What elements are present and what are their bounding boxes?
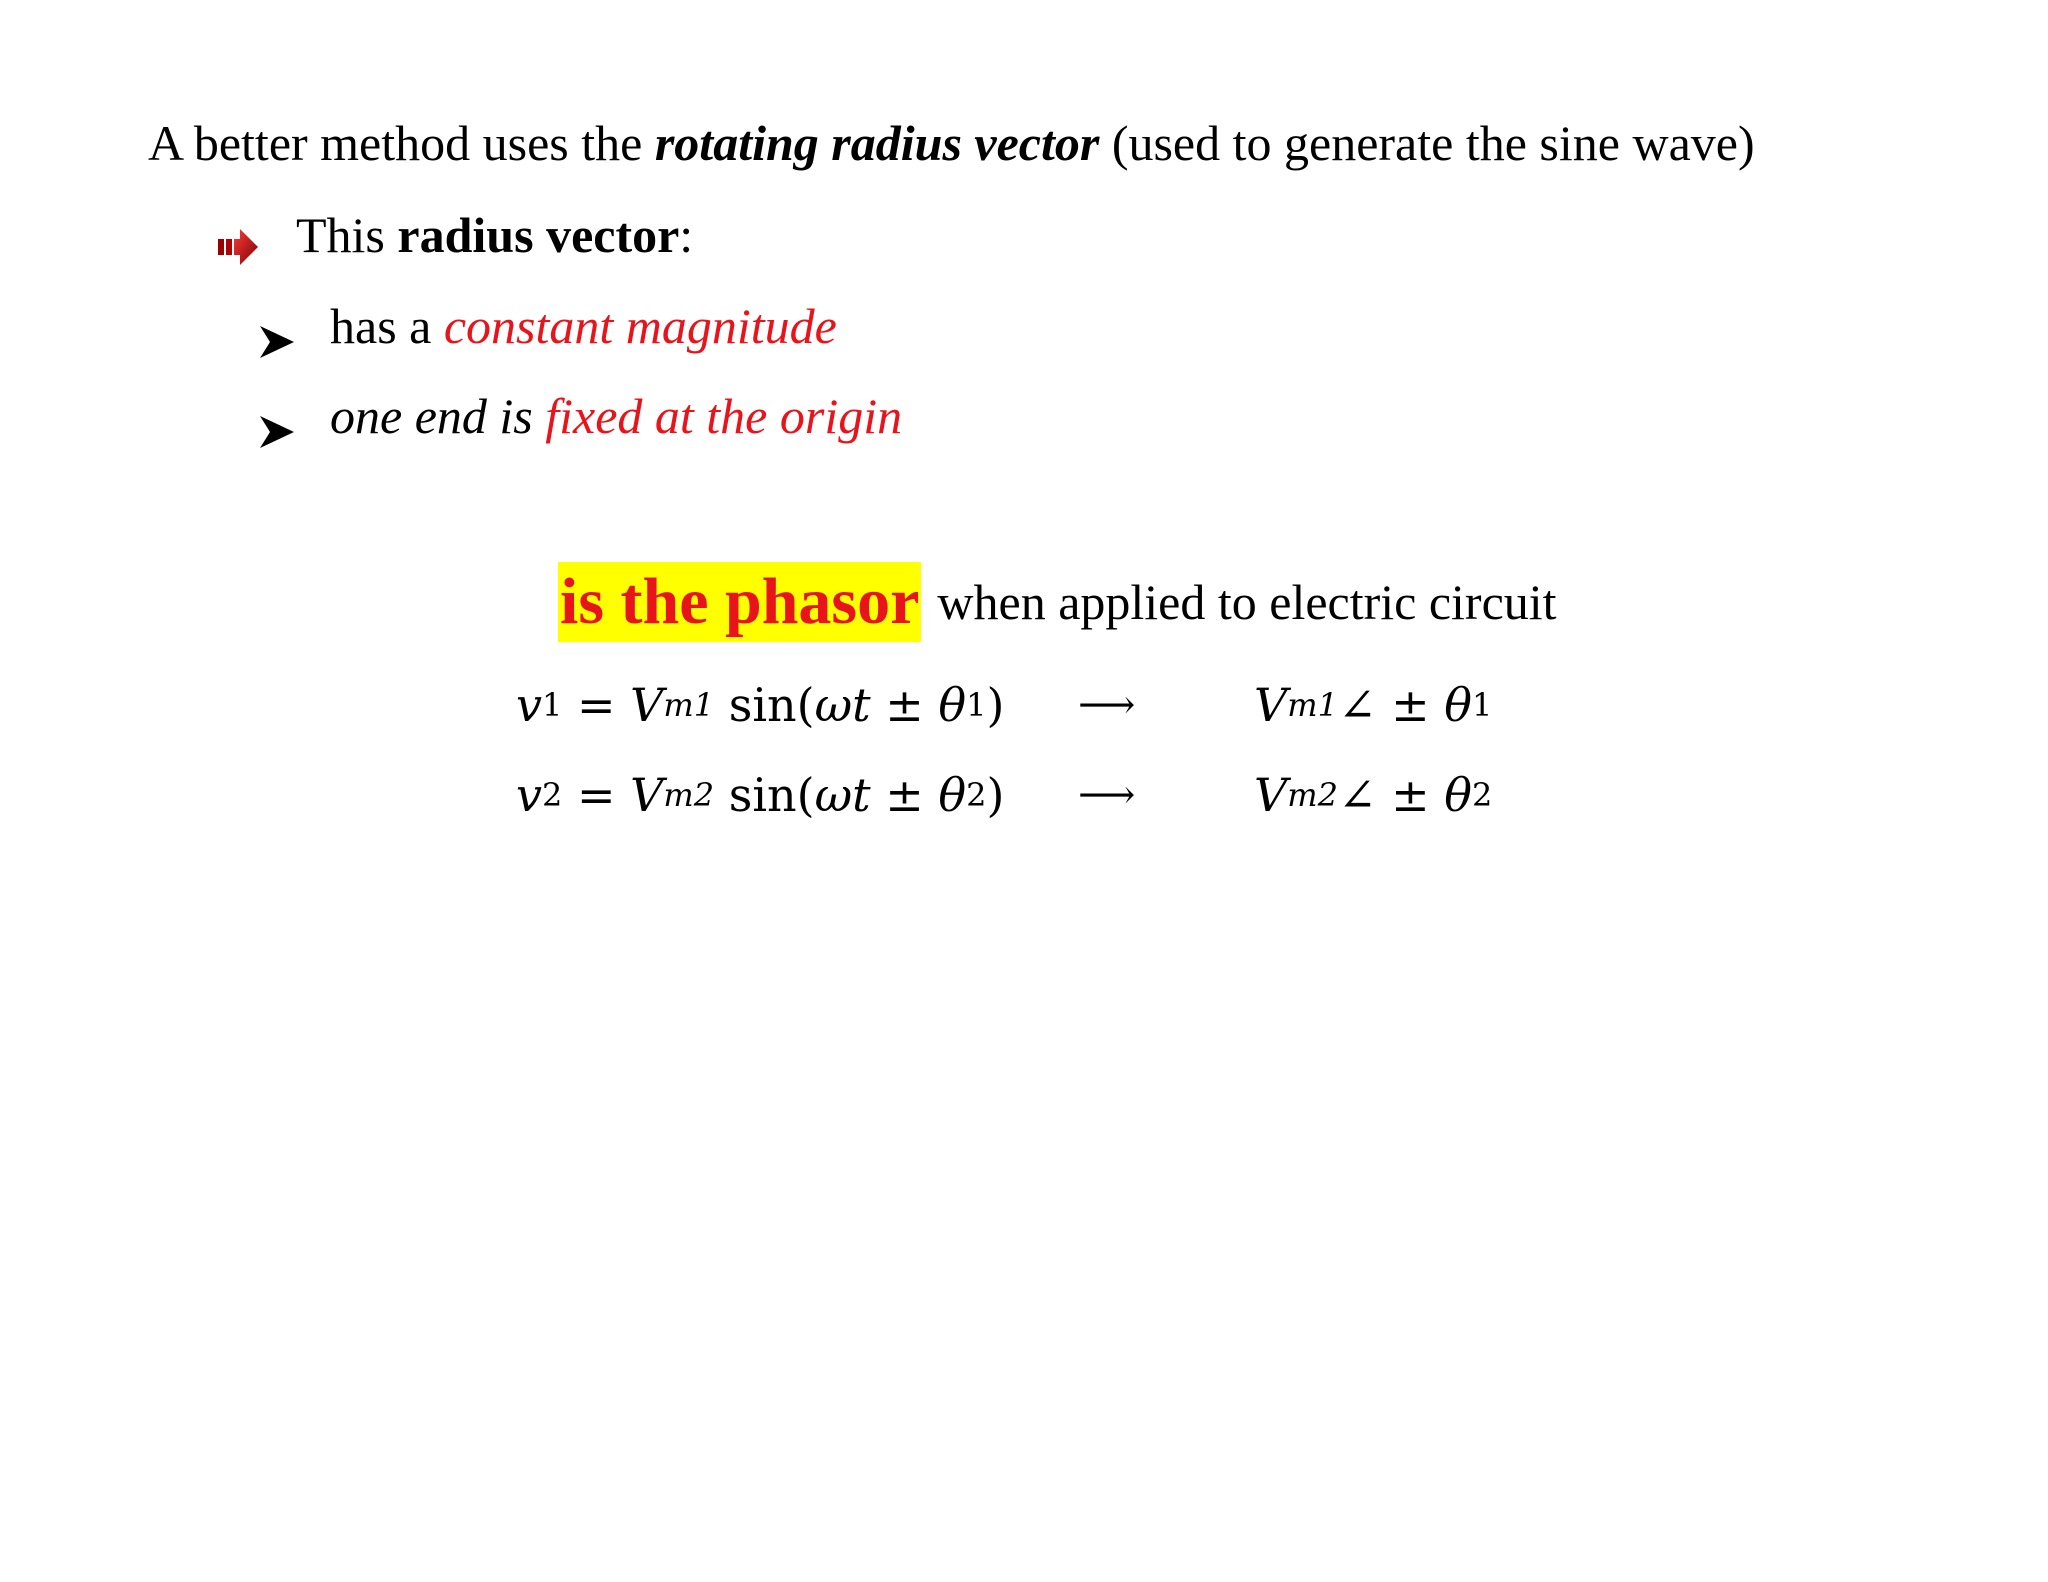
- eq-theta: θ: [938, 768, 967, 822]
- eq-func: sin(: [714, 768, 815, 822]
- intro-prefix: A better method uses the: [148, 115, 655, 171]
- eq-amp: V: [630, 678, 664, 732]
- eq-pm: ±: [870, 768, 939, 822]
- eq-var: v: [516, 678, 542, 732]
- phasor-rest: when applied to electric circuit: [937, 574, 1557, 630]
- equation-1-arrow: ⟶: [1078, 682, 1136, 728]
- radius-vector-point: [218, 200, 693, 270]
- eq-equals: =: [562, 678, 631, 732]
- eq-amp: V: [630, 768, 664, 822]
- point-text: [296, 200, 693, 270]
- eq-omega-t: ωt: [814, 768, 871, 822]
- eq-amp: V: [1254, 768, 1288, 822]
- eq-close: ): [986, 678, 1005, 732]
- point-suffix: :: [679, 207, 694, 263]
- intro-emphasis: rotating radius vector: [654, 115, 1100, 171]
- eq-amp: V: [1254, 678, 1288, 732]
- eq-equals: =: [562, 768, 631, 822]
- point-prefix: This: [296, 207, 398, 263]
- subpoint-red: fixed at the origin: [545, 388, 903, 444]
- point-bold: radius vector: [397, 207, 680, 263]
- eq-theta: θ: [1444, 768, 1472, 822]
- eq-angle: ∠ ±: [1337, 768, 1445, 822]
- phasor-statement: [558, 562, 1557, 642]
- eq-omega-t: ωt: [814, 678, 871, 732]
- arrowhead-bullet-icon: [260, 308, 294, 344]
- subpoint-plain: one end is: [330, 388, 546, 444]
- red-arrow-bullet-icon: [218, 215, 260, 255]
- subpoint-text: [330, 381, 902, 451]
- eq-pm: ±: [870, 678, 939, 732]
- subpoint-text: [330, 291, 837, 361]
- eq-var: v: [516, 768, 542, 822]
- arrowhead-bullet-icon: [260, 398, 294, 434]
- eq-angle: ∠ ±: [1337, 678, 1445, 732]
- eq-theta: θ: [938, 678, 967, 732]
- subpoint-fixed-origin: [260, 381, 902, 451]
- equation-2-time-domain: v 2 = V m2 sin( ωt ± θ 2 ): [516, 760, 1004, 830]
- equation-2-arrow: ⟶: [1078, 772, 1136, 818]
- eq-theta: θ: [1444, 678, 1472, 732]
- equation-1-time-domain: v 1 = V m1 sin( ωt ± θ 1 ): [516, 670, 1004, 740]
- intro-sentence: [148, 108, 1755, 178]
- phasor-highlight: is the phasor: [558, 562, 921, 642]
- subpoint-plain: has a: [330, 298, 444, 354]
- equation-2-phasor: V m2 ∠ ± θ 2: [1254, 760, 1492, 830]
- intro-suffix: (used to generate the sine wave): [1099, 115, 1755, 171]
- eq-func: sin(: [714, 678, 815, 732]
- equation-1-phasor: V m1 ∠ ± θ 1: [1254, 670, 1492, 740]
- eq-close: ): [986, 768, 1005, 822]
- subpoint-red: constant magnitude: [443, 298, 837, 354]
- subpoint-constant-magnitude: [260, 291, 837, 361]
